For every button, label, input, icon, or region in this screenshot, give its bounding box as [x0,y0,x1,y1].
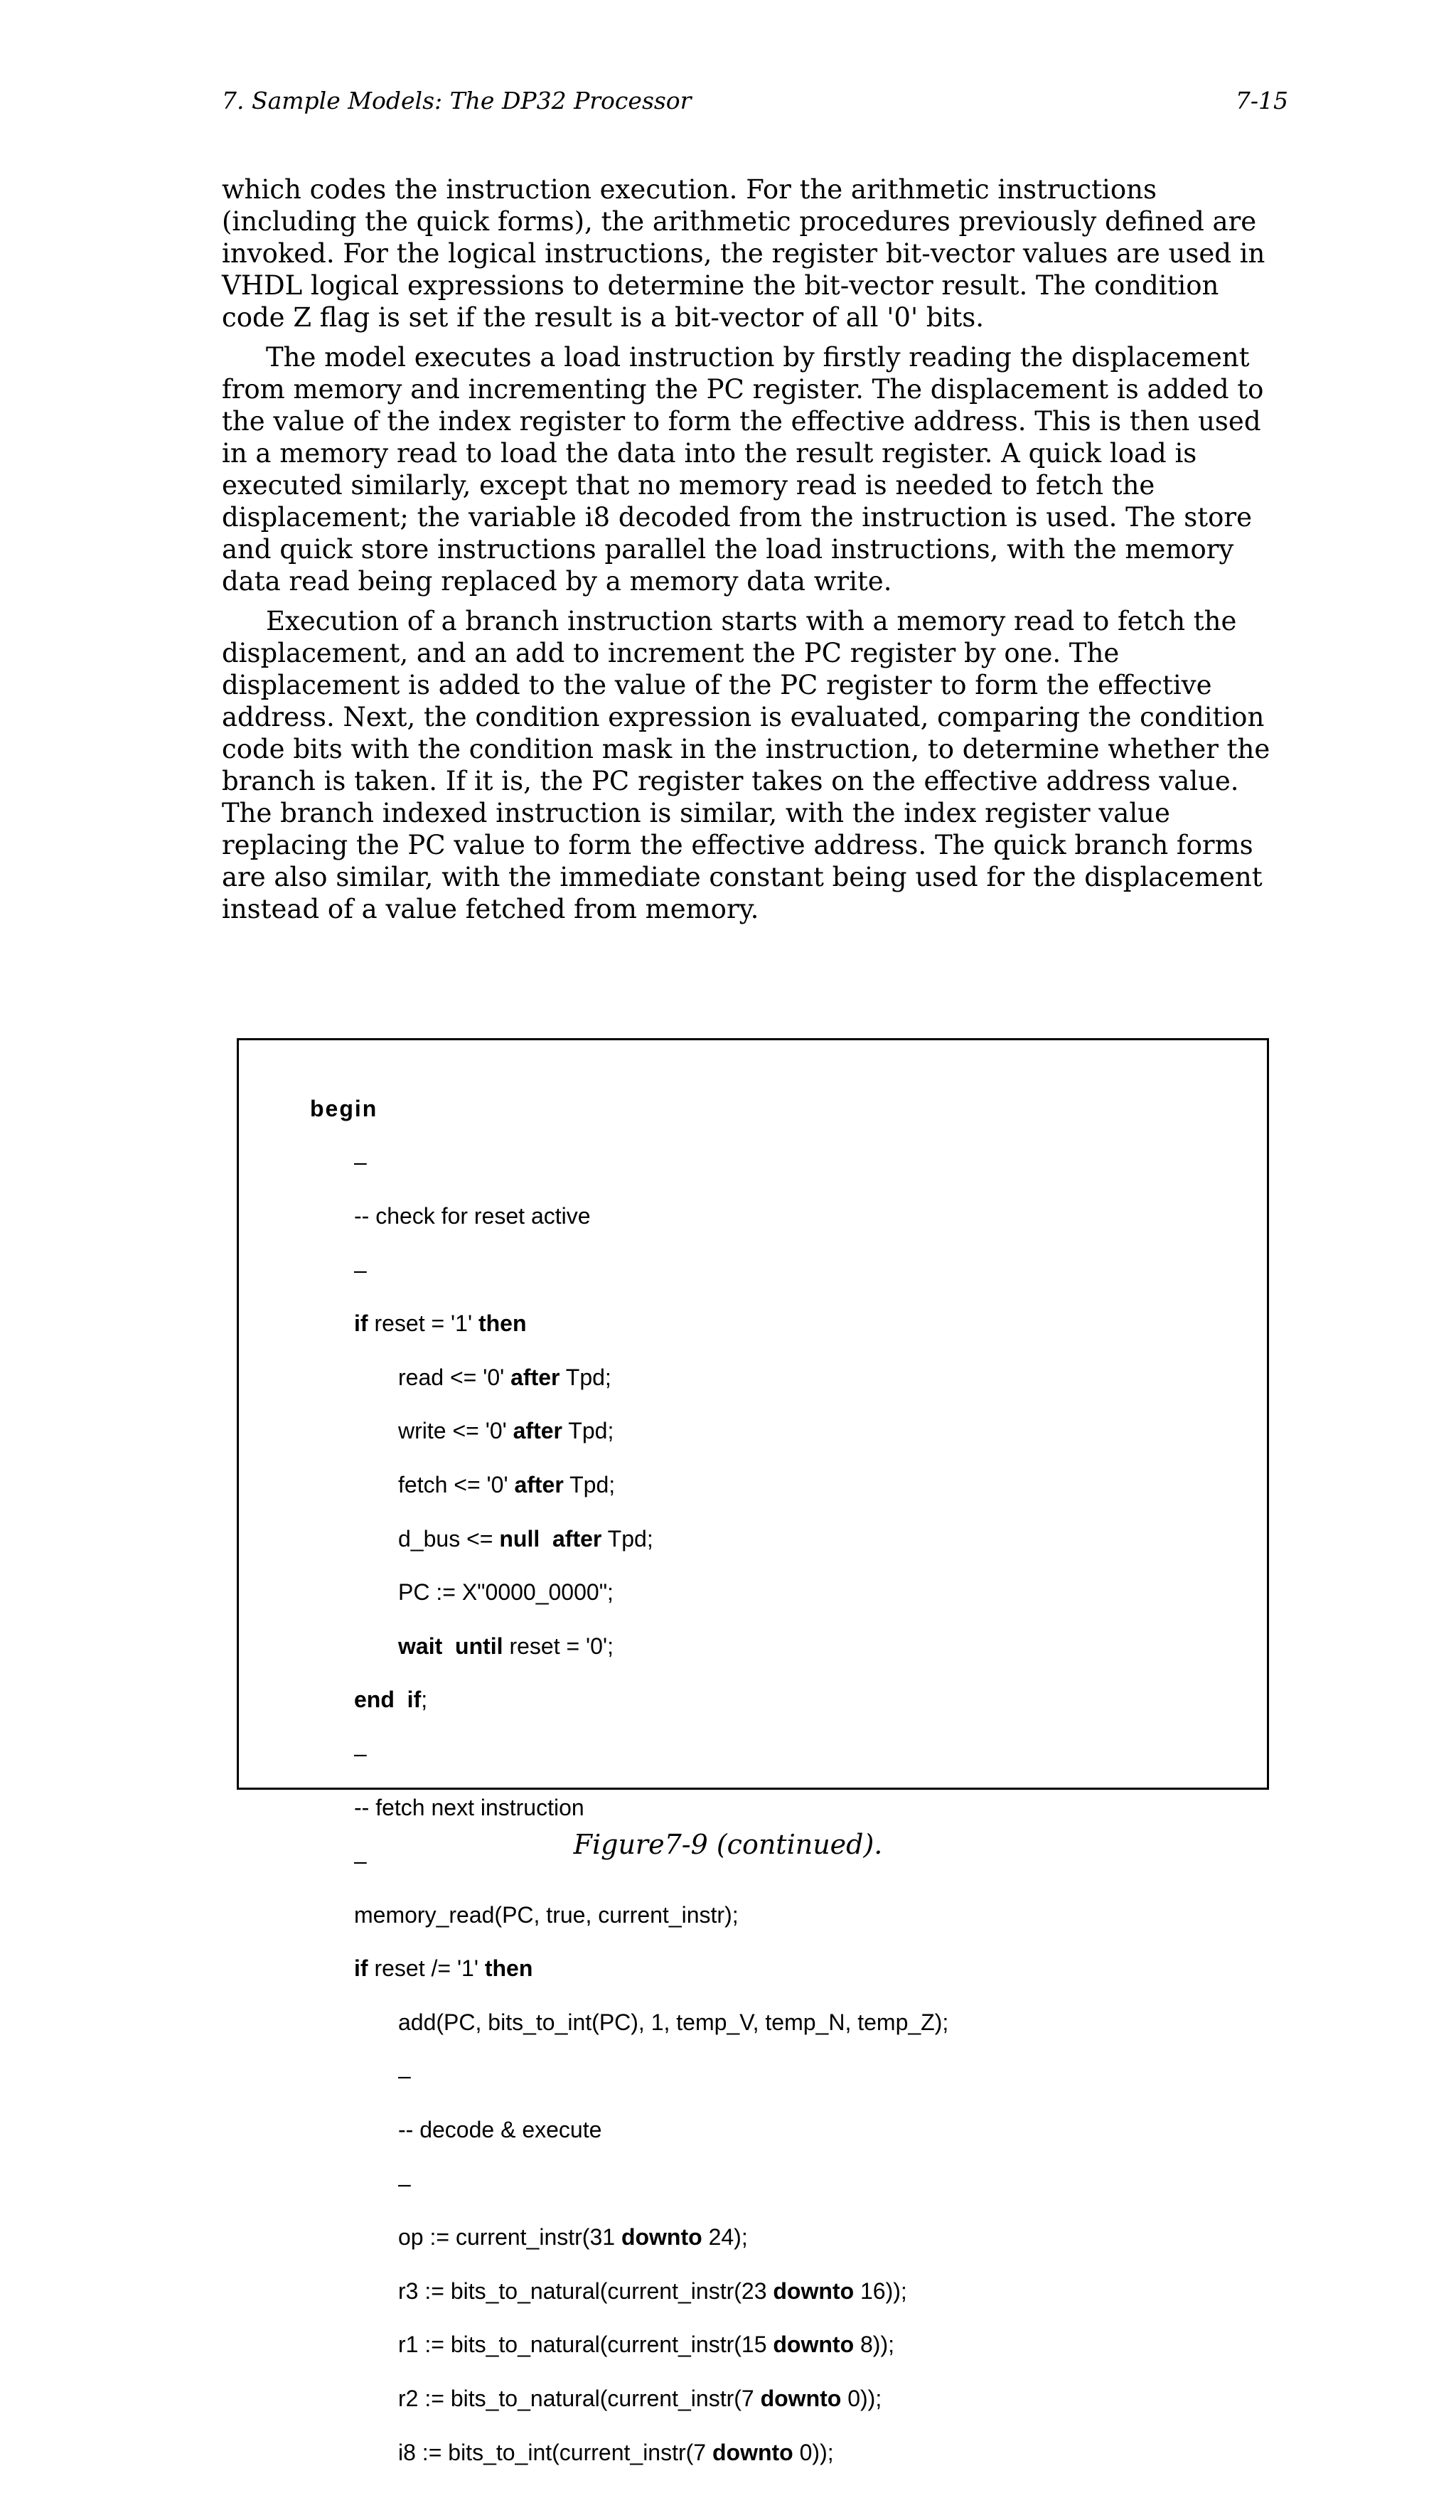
code-line: memory_read(PC, true, current_instr); [354,1901,739,1928]
body-text [222,173,1288,933]
code-comment: -- fetch next instruction [354,1794,584,1820]
code-line: i8 := bits_to_int(current_instr(7 downto 0)); [398,2439,834,2465]
code-line: – [398,2063,411,2089]
code-line: if reset /= '1' then [354,1955,533,1982]
code-line: – [354,1740,367,1766]
code-comment: -- check for reset active [354,1202,591,1229]
code-line: if reset = '1' then [354,1310,527,1337]
code-line: wait until reset = '0'; [398,1633,614,1659]
code-line: read <= '0' after Tpd; [398,1364,611,1390]
code-line: PC := X"0000_0000"; [398,1579,614,1606]
code-line: – [398,2170,411,2196]
keyword-begin: begin [310,1095,378,1121]
code-line [310,1096,948,1123]
code-line: fetch <= '0' after Tpd; [398,1471,616,1497]
code-line: – [354,1848,367,1874]
code-line: write <= '0' after Tpd; [398,1418,614,1444]
page-number: 7-15 [1235,87,1288,114]
code-line: – [354,1149,367,1175]
code-listing [310,1069,948,2520]
code-comment: -- decode & execute [398,2117,602,2143]
figure-caption: Figure7-9 (continued). [573,1829,883,1860]
code-line: r1 := bits_to_natural(current_instr(15 downto 8)); [398,2332,894,2358]
paragraph-3: Execution of a branch instruction starts with a memory read to fetch the displacement, and an add to increment the PC register by one. The displacement is added to the value of the PC register to form the effective address. Next, the condition expression is evaluated, comparing the condition code bits with the condition mask in the instruction, to determine whether the branch is taken. If it is, the PC register takes on the effective address value. The branch indexed instruction is similar, with the index register value replacing the PC value to form the effective address. The quick branch forms are also similar, with the immediate constant being used for the displacement instead of a value fetched from memory. [222,606,1270,924]
code-line: add(PC, bits_to_int(PC), 1, temp_V, temp_N, temp_Z); [398,2009,949,2035]
code-line: end if; [354,1687,428,1713]
code-line: d_bus <= null after Tpd; [398,1525,653,1552]
code-line: r2 := bits_to_natural(current_instr(7 downto 0)); [398,2386,882,2412]
page-header [222,87,1288,122]
code-line: – [354,1256,367,1283]
paragraph-1: which codes the instruction execution. For the arithmetic instructions (including the quick forms), the arithmetic procedures previously defined are invoked. For the logical instructions, the register bit-vector values are used in VHDL logical expressions to determine the bit-vector result. The condition code Z flag is set if the result is a bit-vector of all '0' bits. [222,174,1265,333]
paragraph-2: The model executes a load instruction by firstly reading the displacement from memory and incrementing the PC register. The displacement is added to the value of the index register to form the effective address. This is then used in a memory read to load the data into the result register. A quick load is executed similarly, except that no memory read is needed to fetch the displacement; the variable i8 decoded from the instruction is used. The store and quick store instructions parallel the load instructions, with the memory data read being replaced by a memory data write. [222,342,1264,597]
code-line: op := current_instr(31 downto 24); [398,2224,748,2251]
chapter-title: 7. Sample Models: The DP32 Processor [222,87,692,114]
code-line: r3 := bits_to_natural(current_instr(23 downto 16)); [398,2278,907,2304]
